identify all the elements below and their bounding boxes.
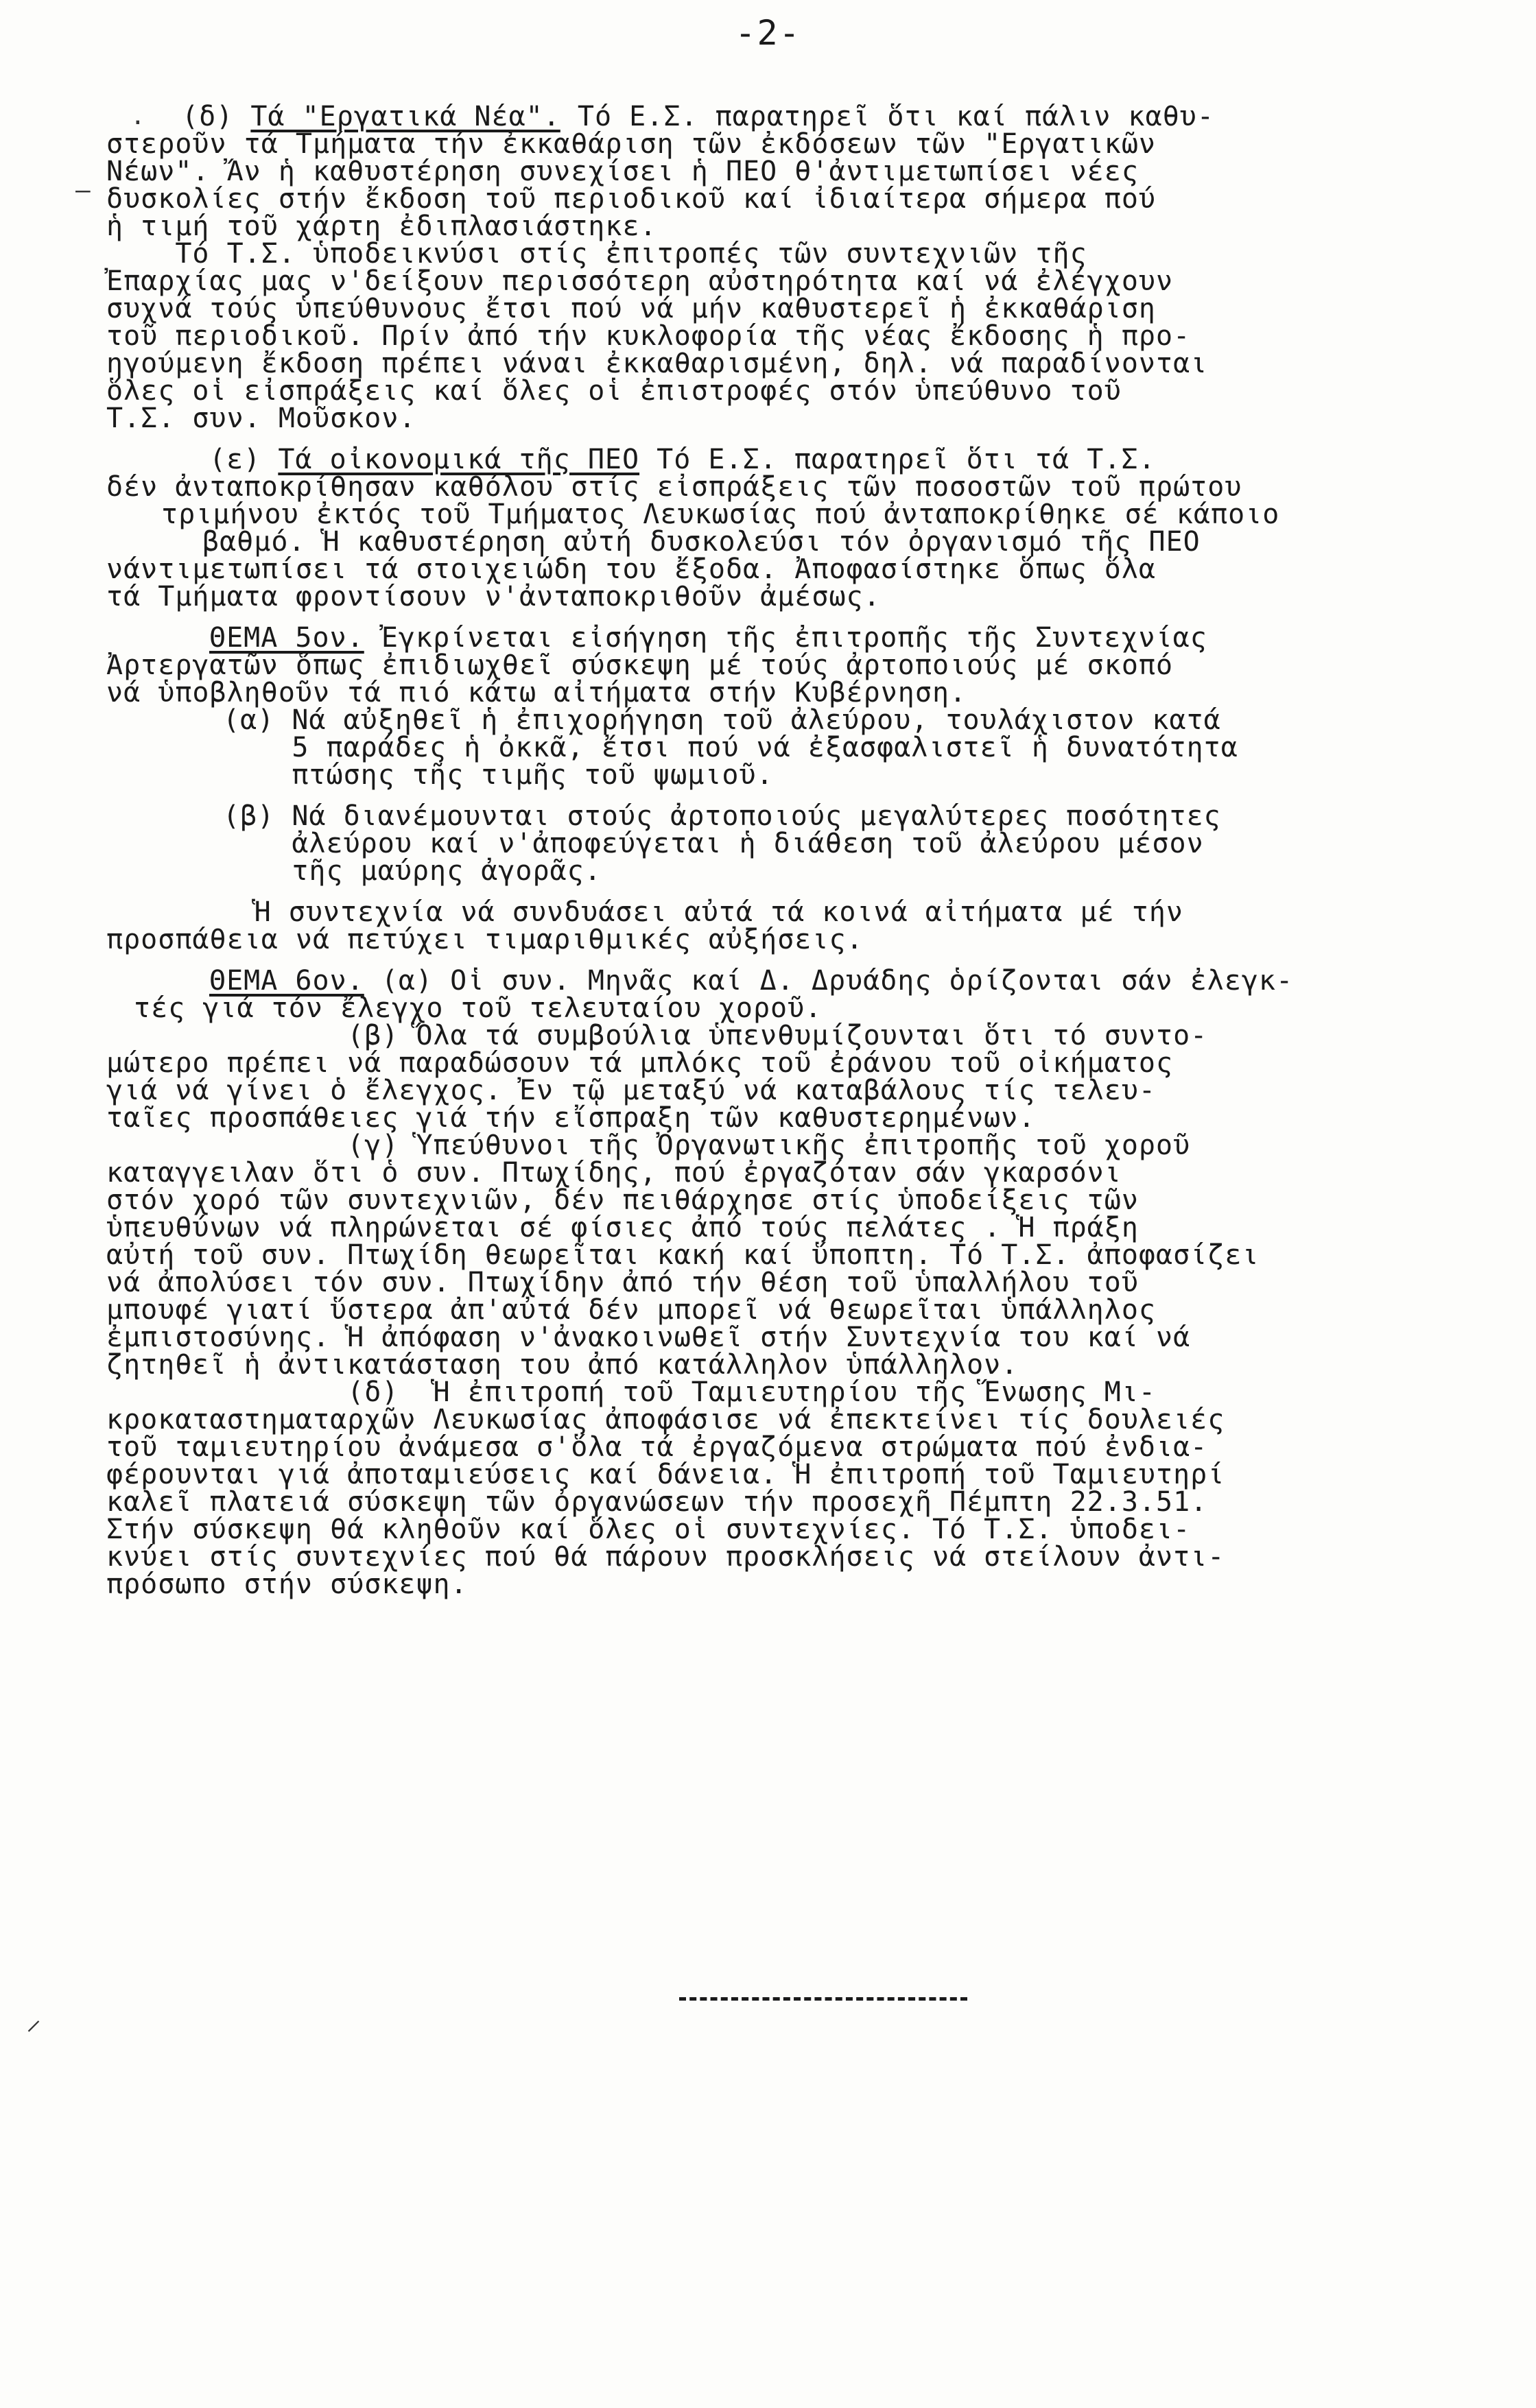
text-line: πρόσωπο στήν σύσκεψη. [106,1569,468,1600]
text-line [106,624,1506,652]
text-line: τές γιά τόν ἔλεγχο τοῦ τελευταίου χοροῦ. [134,992,823,1024]
text-line [106,446,1506,473]
text-line: μώτερο πρέπει νά παραδώσουν τά μπλόκς τοῦ ἐράνου τοῦ οἰκήματος [106,1047,1174,1079]
margin-scribble-mark: ⸝ [26,2002,42,2037]
text-line: στόν χορό τῶν συντεχνιῶν, δέν πειθάρχησε στίς ὑποδείξεις τῶν [106,1184,1139,1216]
text-line: Ἐπαρχίας μας ν'δείξουν περισσότερη αὐστηρότητα καί νά ἐλέγχουν [106,265,1174,297]
text-line: μπουφέ γιατί ὕστερα ἀπ'αὐτά δέν μπορεῖ νά θεωρεῖται ὑπάλληλος [106,1294,1157,1326]
margin-tick-mark: . [130,102,146,130]
text-run: Τό Ε.Σ. παρατηρεῖ ὅτι τά Τ.Σ. [639,444,1156,475]
text-line: Τό Τ.Σ. ὑποδεικνύσι στίς ἐπιτροπές τῶν συντεχνιῶν τῆς [106,238,1087,270]
text-line: πτώσης τῆς τιμῆς τοῦ ψωμιοῦ. [223,759,774,791]
text-line: αὐτή τοῦ συν. Πτωχίδη θεωρεῖται κακή καί ὕποπτη. Τό Τ.Σ. ἀποφασίζει [106,1239,1260,1271]
text-line: κνύει στίς συντεχνίες πού θά πάρουν προσκλήσεις νά στείλουν ἀντι- [106,1541,1225,1573]
section-title: Τά "Εργατικά Νέα". [250,101,560,132]
text-line: φέρουνται γιά ἀποταμιεύσεις καί δάνεια. Ἡ ἐπιτροπή τοῦ Ταμιευτηρί [106,1459,1225,1490]
text-line: νά ὑποβληθοῦν τά πιό κάτω αἰτήματα στήν Κυβέρνηση. [106,677,967,708]
section-theme-6 [106,967,1506,1598]
text-line: τοῦ περιοδικοῦ. Πρίν ἀπό τήν κυκλοφορία τῆς νέας ἔκδοσης ἡ προ- [106,320,1191,352]
end-separator-line [679,1997,967,2001]
text-line: κροκαταστηματαρχῶν Λευκωσίας ἀποφάσισε νά ἐπεκτείνει τίς δουλειές [106,1404,1225,1435]
text-line: ταῖες προσπάθειες γιά τήν εἴσπραξη τῶν καθυστερημένων. [106,1102,1036,1134]
text-line: Τ.Σ. συν. Μοῦσκον. [106,403,416,434]
text-line: νάντιμετωπίσει τά στοιχειώδη του ἔξοδα. Ἀποφασίστηκε ὅπως ὅλα [106,553,1157,585]
text-line: καλεῖ πλατειά σύσκεψη τῶν ὀργανώσεων τήν προσεχῆ Πέμπτη 22.3.51. [106,1486,1208,1518]
item-label: (δ) [182,101,234,132]
section-heading: ΘΕΜΑ 5ον. [209,622,364,654]
text-line: Νέων". Ἄν ἡ καθυστέρηση συνεχίσει ἡ ΠΕΟ θ'ἀντιμετωπίσει νέες [106,156,1139,187]
section-ergatika-nea [106,103,1506,432]
text-line: (β) Νά διανέμουνται στούς ἀρτοποιούς μεγαλύτερες ποσότητες [223,800,1221,832]
text-line: ὅλες οἱ εἰσπράξεις καί ὅλες οἱ ἐπιστροφές στόν ὑπεύθυνο τοῦ [106,375,1122,407]
text-line: τά Τμήματα φροντίσουν ν'ἀνταποκριθοῦν ἀμέσως. [106,581,881,612]
text-line: νά ἀπολύσει τόν συν. Πτωχίδην ἀπό τήν θέση τοῦ ὑπαλλήλου τοῦ [106,1267,1139,1298]
text-line: (δ) Ἡ ἐπιτροπή τοῦ Ταμιευτηρίου τῆς Ἕνωσης Μι- [106,1376,1157,1408]
text-line: προσπάθεια νά πετύχει τιμαριθμικές αὐξήσεις. [106,924,864,955]
text-line: τριμήνου ἐκτός τοῦ Τμήματος Λευκωσίας πού ἀνταποκρίθηκε σέ κάποιο [161,499,1280,530]
text-line: ηγούμενη ἔκδοση πρέπει νάναι ἐκκαθαρισμένη, δηλ. νά παραδίνονται [106,348,1208,379]
text-run: Ἐγκρίνεται εἰσήγηση τῆς ἐπιτροπῆς τῆς Συντεχνίας [364,622,1207,654]
text-line: ὑπευθύνων νά πληρώνεται σέ φίσιες ἀπό τούς πελάτες . Ἡ πράξη [106,1212,1139,1243]
text-line: (β) Ὅλα τά συμβούλια ὑπενθυμίζουνται ὅτι τό συντο- [106,1020,1208,1051]
text-run: Τό Ε.Σ. παρατηρεῖ ὅτι καί πάλιν καθυ- [560,101,1214,132]
text-line: ἐμπιστοσύνης. Ἡ ἀπόφαση ν'ἀνακοινωθεῖ στήν Συντεχνία του καί νά [106,1322,1191,1353]
text-line: Στήν σύσκεψη θά κληθοῦν καί ὅλες οἱ συντεχνίες. Τό Τ.Σ. ὑποδει- [106,1514,1191,1545]
text-line: (γ) Ὑπεύθυνοι τῆς Ὀργανωτικῆς ἐπιτροπῆς τοῦ χοροῦ [106,1130,1191,1161]
section-title: Τά οἰκονομικά τῆς ΠΕΟ [278,444,640,475]
text-line: ἀλεύρου καί ν'ἀποφεύγεται ἡ διάθεση τοῦ ἀλεύρου μέσον [223,828,1204,859]
page-number: -2- [735,13,801,53]
document-body [106,103,1506,1598]
text-line: 5 παράδες ἡ ὀκκᾶ, ἔτσι πού νά ἐξασφαλιστεῖ ἡ δυνατότητα [223,732,1238,763]
text-line: συχνά τούς ὑπεύθυνους ἔτσι πού νά μήν καθυστερεῖ ἡ ἐκκαθάριση [106,293,1157,324]
text-line: Ἀρτεργατῶν ὅπως ἐπιδιωχθεῖ σύσκεψη μέ τούς ἀρτοποιούς μέ σκοπό [106,649,1174,681]
section-heading: ΘΕΜΑ 6ον. [209,965,364,997]
text-line: τοῦ ταμιευτηρίου ἀνάμεσα σ'ὅλα τά ἐργαζόμενα στρώματα πού ἐνδια- [106,1431,1208,1463]
margin-dash-mark: – [75,176,91,204]
text-line: βαθμό. Ἡ καθυστέρηση αὐτή δυσκολεύσι τόν ὀργανισμό τῆς ΠΕΟ [202,526,1201,558]
text-line: ἡ τιμή τοῦ χάρτη ἐδιπλασιάστηκε. [106,211,657,242]
text-line: Ἡ συντεχνία νά συνδυάσει αὐτά τά κοινά αἰτήματα μέ τήν [134,896,1184,928]
text-line [106,965,1506,997]
text-line: δέν ἀνταποκρίθησαν καθόλου στίς εἰσπράξεις τῶν ποσοστῶν τοῦ πρώτου [106,471,1242,503]
text-line: στεροῦν τά Τμήματα τήν ἐκκαθάριση τῶν ἐκδόσεων τῶν "Εργατικῶν [106,128,1157,160]
text-line: (α) Νά αὐξηθεῖ ἡ ἐπιχορήγηση τοῦ ἀλεύρου, τουλάχιστον κατά [223,704,1221,736]
text-line: γιά νά γίνει ὁ ἔλεγχος. Ἐν τῷ μεταξύ νά καταβάλους τίς τελευ- [106,1075,1157,1106]
text-line: τῆς μαύρης ἀγορᾶς. [223,855,602,887]
text-line: δυσκολίες στήν ἔκδοση τοῦ περιοδικοῦ καί ἰδιαίτερα σήμερα πού [106,183,1157,215]
text-line [106,103,1506,130]
text-line: καταγγειλαν ὅτι ὁ συν. Πτωχίδης, πού ἐργαζόταν σάν γκαρσόνι [106,1157,1122,1189]
section-theme-5 [106,624,1506,953]
text-run: (α) Οἱ συν. Μηνᾶς καί Δ. Δρυάδης ὁρίζονται σάν ἐλεγκ- [364,965,1294,997]
item-label: (ε) [209,444,261,475]
section-oikonomika [106,446,1506,610]
text-line: ζητηθεῖ ἡ ἀντικατάσταση του ἀπό κατάλληλον ὑπάλληλον. [106,1349,1019,1381]
